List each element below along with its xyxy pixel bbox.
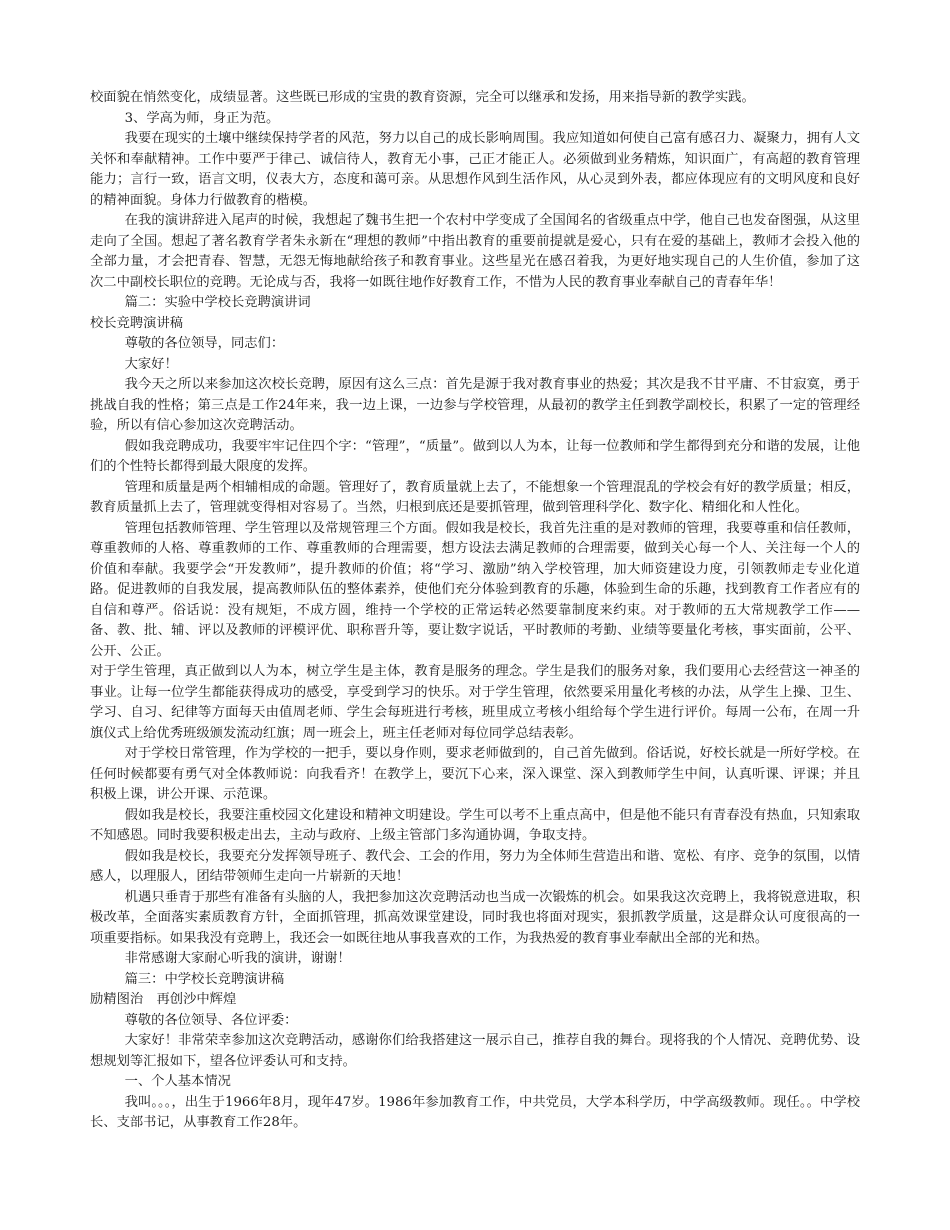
paragraph: 篇二：实验中学校长竞聘演讲词	[124, 295, 311, 310]
paragraph: 我要在现实的土壤中继续保持学者的风范，努力以自己的成长影响周围。我应知道如何使自己富有感召力、凝聚力，拥有人文关怀和奉献精神。工作中要严于律己、诚信待人，教育无小事，己正才能正人。必须做到业务精炼，知识面广，有高超的教育管理能力；言行一致，语言文明，仪表大方，态度和蔼可亲。从思想作风到生活作风，从心灵到外表，都应体现应有的文明风度和良好的精神面貌。身体力行做教育的楷模。	[90, 131, 860, 208]
paragraph: 假如我是校长，我要充分发挥领导班子、教代会、工会的作用，努力为全体师生营造出和谐、宽松、有序、竞争的氛围，以情感人，以理服人，团结带领师生走向一片崭新的天地！	[90, 848, 860, 884]
paragraph: 对于学校日常管理，作为学校的一把手，要以身作则，要求老师做到的，自己首先做到。俗话说，好校长就是一所好学校。在任何时候都要有勇气对全体教师说：向我看齐！在教学上，要沉下心来，深入课堂、深入到教师学生中间，认真听课、评课；并且积极上课，讲公开课、示范课。	[90, 746, 860, 802]
paragraph: 管理包括教师管理、学生管理以及常规管理三个方面。假如我是校长，我首先注重的是对教师的管理，我要尊重和信任教师，尊重教师的人格、尊重教师的工作、尊重教师的合理需要，想方设法去满足教师的合理需要，做到关心每一个人、关注每一个人的价值和奉献。我要学会“开发教师”，提升教师的价值；将“学习、激励”纳入学校管理，加大师资建设力度，引领教师走专业化道路。促进教师的自我发展，提高教师队伍的整体素养，使他们充分体验到教育的乐趣，体验到生命的乐趣，找到教育工作者应有的自信和尊严。俗话说：没有规矩，不成方圆，维持一个学校的正常运转必然要靠制度来约束。对于教师的五大常规教学工作——备、教、批、辅、评以及教师的评模评优、职称晋升等，要让数字说话，平时教师的考勤、业绩等要量化考核，事实面前，公平、公开、公正。	[90, 520, 860, 659]
paragraph: 我今天之所以来参加这次校长竞聘，原因有这么三点：首先是源于我对教育事业的热爱；其次是我不甘平庸、不甘寂寞，勇于挑战自我的性格；第三点是工作24年来，我一边上课，一边参与学校管理，从最初的教学主任到教学副校长，积累了一定的管理经验，所以有信心参加这次竞聘活动。	[90, 377, 860, 433]
paragraph: 3、学高为师，身正为范。	[124, 110, 280, 126]
paragraph: 我叫。。。，出生于1966年8月，现年47岁。1986年参加教育工作，中共党员，大学本科学历，中学高级教师。现任。。中学校长、支部书记，从事教育工作28年。	[90, 1094, 860, 1130]
paragraph: 校面貌在悄然变化，成绩显著。这些既已形成的宝贵的教育资源，完全可以继承和发扬，用来指导新的教学实践。	[90, 90, 755, 105]
document-body	[90, 88, 860, 1134]
paragraph: 假如我是校长，我要注重校园文化建设和精神文明建设。学生可以考不上重点高中，但是他不能只有青春没有热血，只知索取不知感恩。同时我要积极走出去，主动与政府、上级主管部门多沟通协调，争取支持。	[90, 807, 860, 843]
paragraph: 一、个人基本情况	[124, 1074, 231, 1089]
paragraph: 在我的演讲辞进入尾声的时候，我想起了魏书生把一个农村中学变成了全国闻名的省级重点中学，他自己也发奋图强，从这里走向了全国。想起了著名教育学者朱永新在“理想的教师”中指出教育的重要前提就是爱心，只有在爱的基础上，教师才会投入他的全部力量，才会把青春、智慧，无怨无悔地献给孩子和教育事业。这些星光在感召着我，为更好地实现自己的人生价值，参加了这次二中副校长职位的竞聘。无论成与否，我将一如既往地作好教育工作，不惜为人民的教育事业奉献自己的青春年华！	[90, 213, 860, 290]
paragraph: 管理和质量是两个相辅相成的命题。管理好了，教育质量就上去了，不能想象一个管理混乱的学校会有好的教学质量；相反，教育质量抓上去了，管理就变得相对容易了。当然，归根到底还是要抓管理，做到管理科学化、数字化、精细化和人性化。	[90, 479, 860, 515]
paragraph: 尊敬的各位领导，同志们：	[124, 336, 285, 351]
paragraph: 励精图治 再创沙中辉煌	[90, 992, 237, 1007]
paragraph: 对于学生管理，真正做到以人为本，树立学生是主体，教育是服务的理念。学生是我们的服务对象，我们要用心去经营这一神圣的事业。让每一位学生都能获得成功的感受，享受到学习的快乐。对于学生管理，依然要采用量化考核的办法，从学生上操、卫生、学习、自习、纪律等方面每天由值周老师、学生会每班进行考核，班里成立考核小组给每个学生进行评价。每周一公布，在周一升旗仪式上给优秀班级颁发流动红旗；周一班会上，班主任老师对每位同学总结表彰。	[90, 664, 860, 741]
paragraph: 机遇只垂青于那些有准备有头脑的人，我把参加这次竞聘活动也当成一次锻炼的机会。如果我这次竞聘上，我将锐意进取，积极改革，全面落实素质教育方针，全面抓管理，抓高效课堂建设，同时我也将面对现实，狠抓教学质量，这是群众认可度很高的一项重要指标。如果我没有竞聘上，我还会一如既往地从事我喜欢的工作，为我热爱的教育事业奉献出全部的光和热。	[90, 889, 860, 946]
paragraph: 大家好！非常荣幸参加这次竞聘活动，感谢你们给我搭建这一展示自己，推荐自我的舞台。现将我的个人情况、竞聘优势、设想规划等汇报如下，望各位评委认可和支持。	[90, 1033, 860, 1069]
paragraph: 尊敬的各位领导、各位评委：	[124, 1012, 298, 1028]
paragraph: 大家好！	[124, 356, 178, 372]
paragraph: 假如我竞聘成功，我要牢牢记住四个字：“管理”，“质量”。做到以人为本，让每一位教师和学生都得到充分和谐的发展，让他们的个性特长都得到最大限度的发挥。	[90, 438, 860, 474]
paragraph: 校长竞聘演讲稿	[90, 315, 184, 331]
paragraph: 篇三：中学校长竞聘演讲稿	[124, 971, 285, 987]
paragraph: 非常感谢大家耐心听我的演讲，谢谢！	[124, 951, 351, 966]
